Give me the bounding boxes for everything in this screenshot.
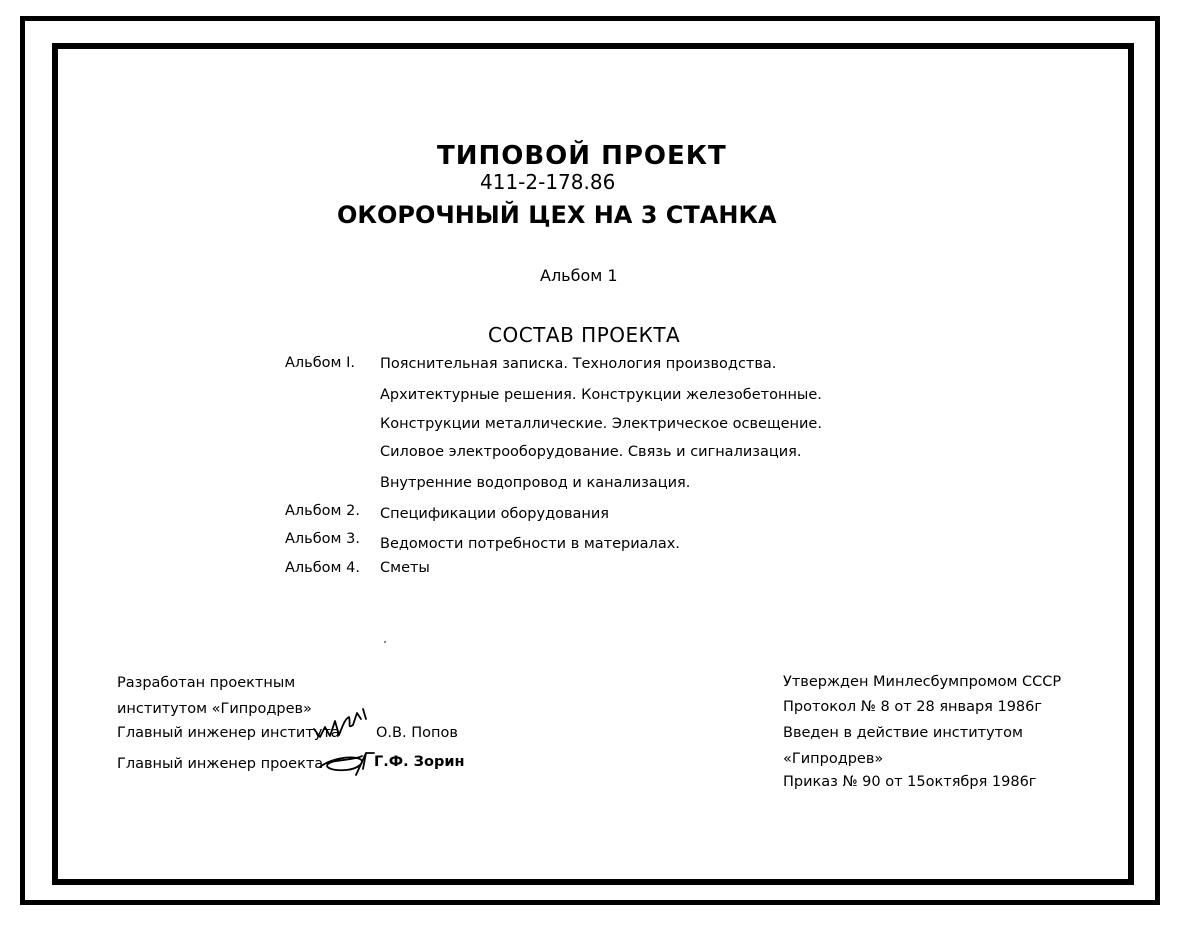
- document-type-title: ТИПОВОЙ ПРОЕКТ: [437, 141, 727, 171]
- album-1-line-1: Пояснительная записка. Технология производства.: [380, 356, 777, 372]
- approval-line-5: Приказ № 90 от 15октября 1986г: [783, 774, 1037, 790]
- album-3-label: Альбом 3.: [285, 531, 360, 547]
- chief-institute-name: О.В. Попов: [376, 725, 458, 741]
- developer-line-1: Разработан проектным: [117, 675, 296, 691]
- approval-line-3: Введен в действие институтом: [783, 725, 1023, 741]
- chief-project-name: Г.Ф. Зорин: [374, 754, 465, 770]
- approval-line-1: Утвержден Минлесбумпромом СССР: [783, 674, 1062, 690]
- signature-zorin: [316, 747, 378, 777]
- project-title: ОКОРОЧНЫЙ ЦЕХ НА 3 СТАНКА: [337, 201, 777, 229]
- album-1-line-2: Архитектурные решения. Конструкции железобетонные.: [380, 387, 822, 403]
- album-2-label: Альбом 2.: [285, 503, 360, 519]
- composition-heading: СОСТАВ ПРОЕКТА: [488, 323, 681, 347]
- approval-line-2: Протокол № 8 от 28 января 1986г: [783, 699, 1043, 715]
- album-1-label: Альбом I.: [285, 355, 355, 371]
- album-2-line-1: Спецификации оборудования: [380, 506, 610, 522]
- chief-institute-label: Главный инженер института: [117, 725, 340, 741]
- album-number: Альбом 1: [540, 266, 618, 285]
- album-1-line-4: Силовое электрооборудование. Связь и сигнализация.: [380, 444, 802, 460]
- album-1-line-5: Внутренние водопровод и канализация.: [380, 475, 691, 491]
- album-3-line-1: Ведомости потребности в материалах.: [380, 536, 680, 552]
- album-4-line-1: Сметы: [380, 560, 430, 576]
- developer-line-2: институтом «Гипродрев»: [117, 701, 312, 717]
- album-1-line-3: Конструкции металлические. Электрическое освещение.: [380, 416, 822, 432]
- album-4-label: Альбом 4.: [285, 560, 360, 576]
- project-number: 411-2-178.86: [480, 170, 616, 194]
- signature-popov: [311, 705, 373, 739]
- chief-project-label: Главный инженер проекта: [117, 756, 324, 772]
- approval-line-4: «Гипродрев»: [783, 751, 884, 767]
- speck: [384, 641, 386, 643]
